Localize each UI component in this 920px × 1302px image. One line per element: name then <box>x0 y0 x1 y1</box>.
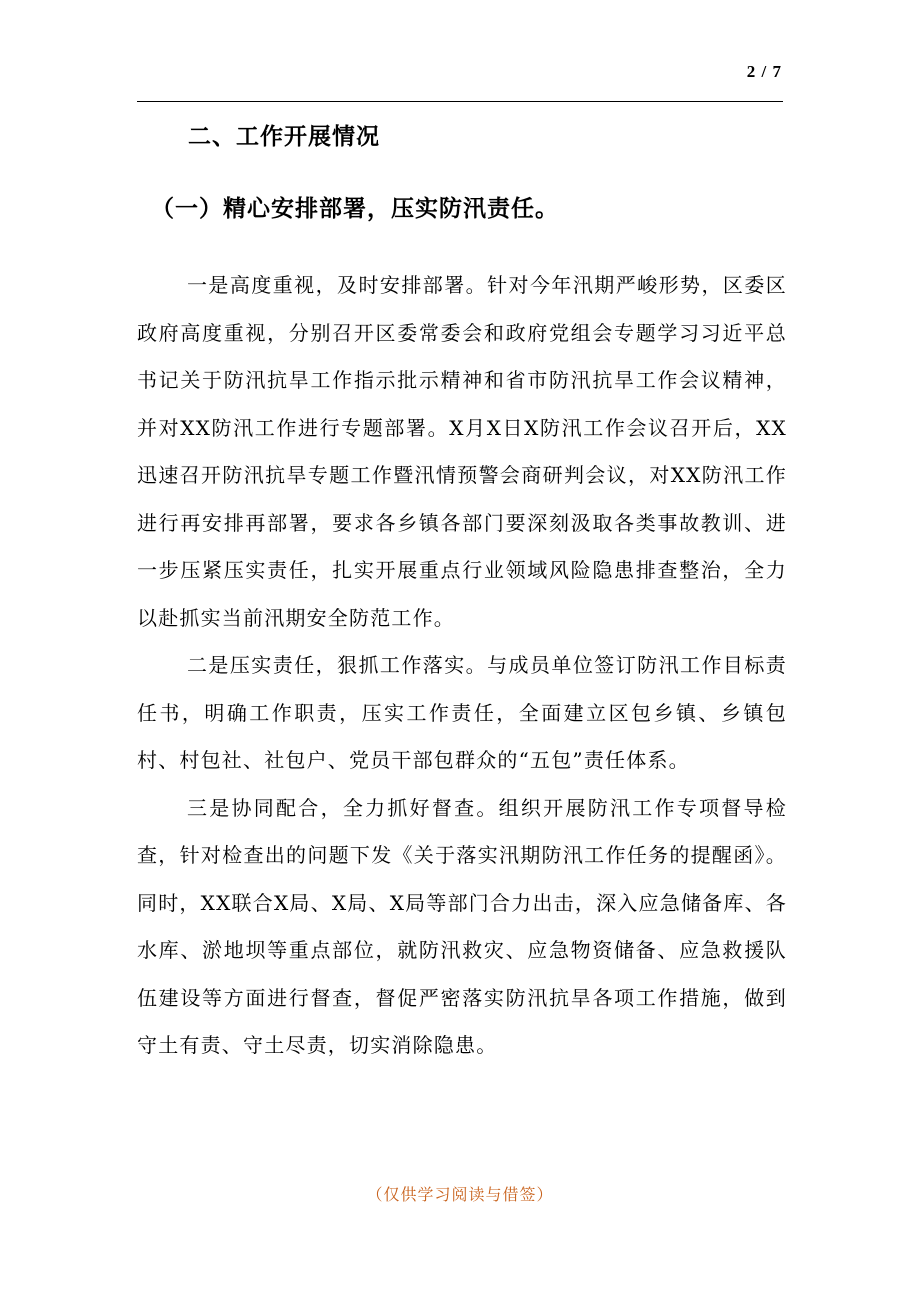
footer-disclaimer: （仅供学习阅读与借签） <box>366 1185 554 1204</box>
paragraph-deployment: 一是高度重视，及时安排部署。针对今年汛期严峻形势，区委区政府高度重视，分别召开区委常委会和政府党组会专题学习习近平总书记关于防汛抗旱工作指示批示精神和省市防汛抗旱工作会议精神，并对XX防汛工作进行专题部署。X月X日X防汛工作会议召开后，XX迅速召开防汛抗旱专题工作暨汛情预警会商研判会议，对XX防汛工作进行再安排再部署，要求各乡镇各部门要深刻汲取各类事故教训、进一步压紧压实责任，扎实开展重点行业领域风险隐患排查整治，全力以赴抓实当前汛期安全防范工作。 <box>137 273 787 630</box>
subsection-heading: （一）精心安排部署，压实防汛责任。 <box>151 195 559 222</box>
section-heading: 二、工作开展情况 <box>188 123 380 150</box>
document-body <box>137 112 787 1070</box>
paragraph-list <box>137 262 787 1070</box>
paragraph-responsibility: 二是压实责任，狠抓工作落实。与成员单位签订防汛工作目标责任书，明确工作职责，压实工作责任，全面建立区包乡镇、乡镇包村、村包社、社包户、党员干部包群众的“五包”责任体系。 <box>137 653 787 772</box>
page-number: 2 / 7 <box>746 62 782 81</box>
paragraph-supervision: 三是协同配合，全力抓好督查。组织开展防汛工作专项督导检查，针对检查出的问题下发《关于落实汛期防汛工作任务的提醒函》。同时，XX联合X局、X局、X局等部门合力出击，深入应急储备库、各水库、淤地坝等重点部位，就防汛救灾、应急物资储备、应急救援队伍建设等方面进行督查，督促严密落实防汛抗旱各项工作措施，做到守土有责、守土尽责，切实消除隐患。 <box>137 795 787 1057</box>
header-divider <box>137 101 783 102</box>
